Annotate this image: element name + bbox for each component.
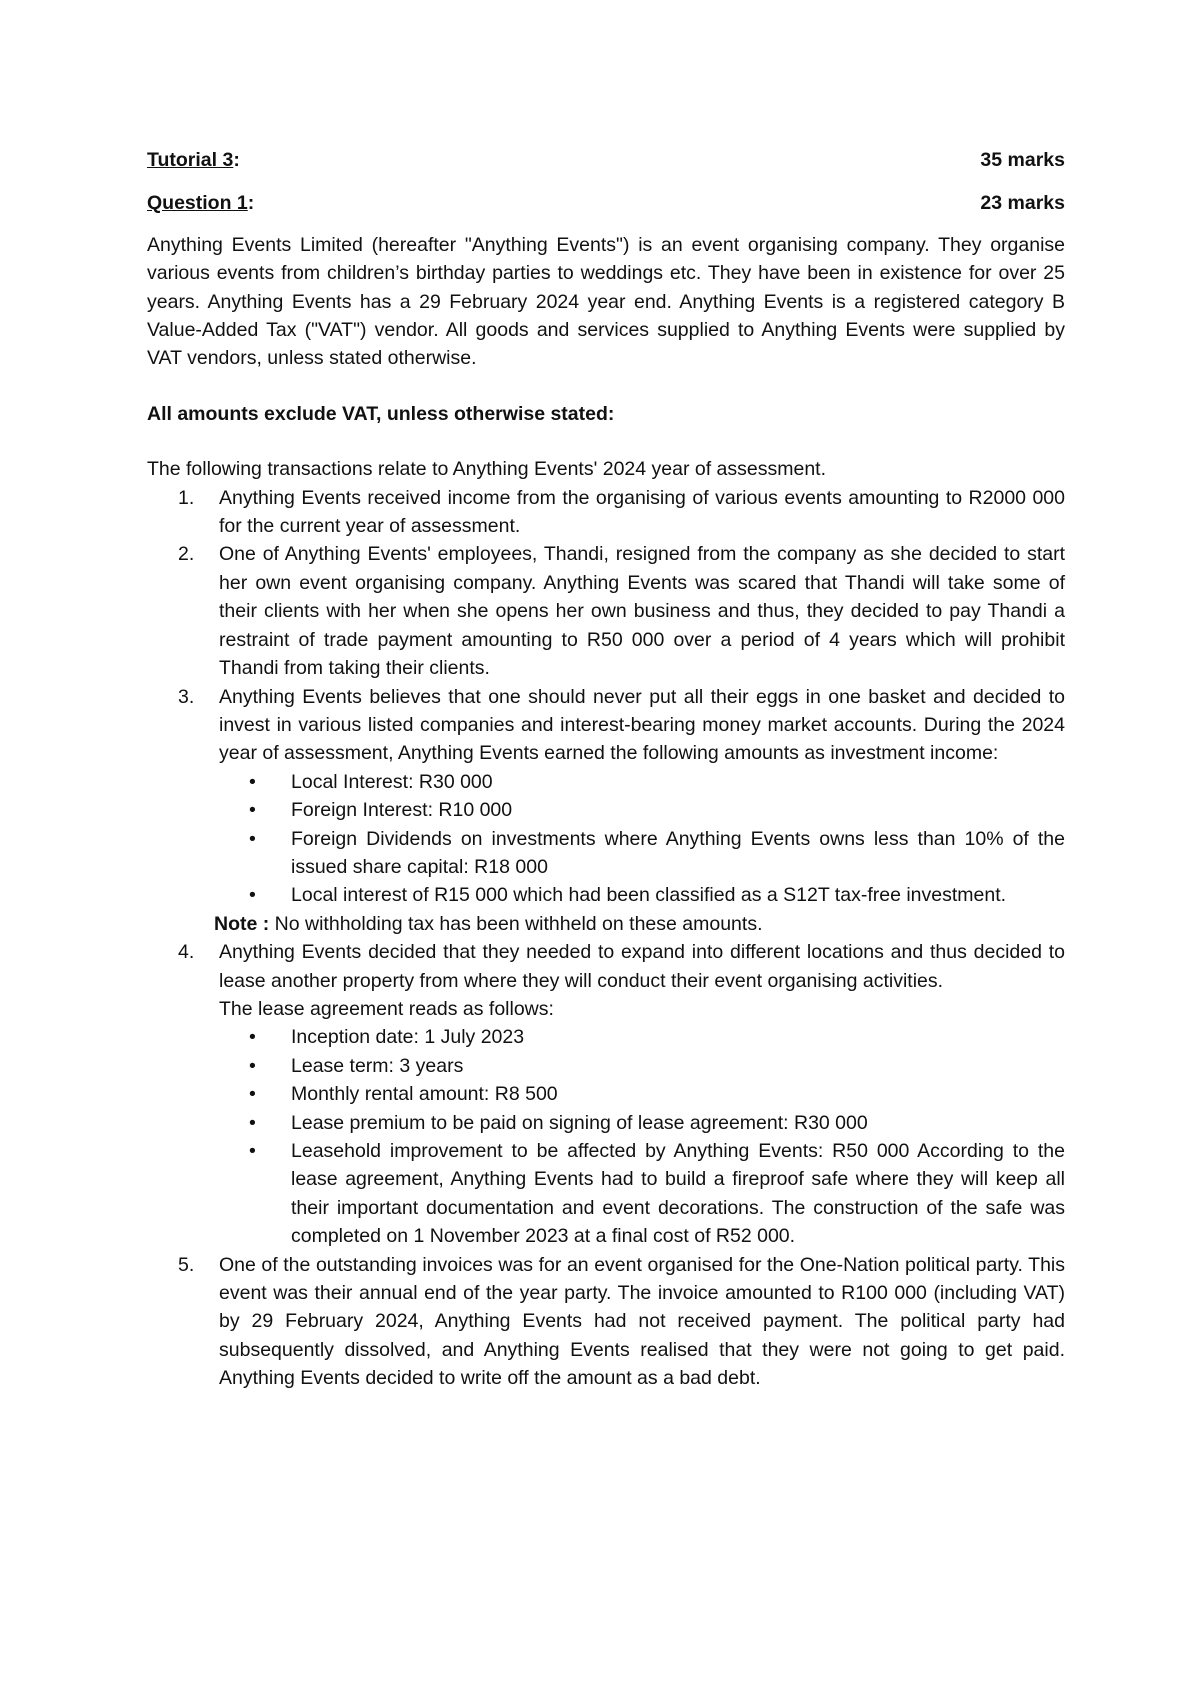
question-title: Question 1: <box>147 192 255 215</box>
item-text: Anything Events received income from the organising of various events amounting to R2000 000 for the current year of assessment. <box>219 486 1065 538</box>
investment-income-list <box>219 768 1065 910</box>
list-item <box>147 540 1065 682</box>
bullet-icon: • <box>249 799 256 822</box>
bullet-item: • Foreign Interest: R10 000 <box>218 796 1065 824</box>
list-item <box>147 1251 1065 1393</box>
tutorial-title: Tutorial 3: <box>147 149 240 171</box>
list-item <box>147 683 1065 939</box>
item-number: 5. <box>178 1253 195 1276</box>
item-number: 2. <box>178 543 195 566</box>
bullet-item: • Inception date: 1 July 2023 <box>218 1023 1065 1051</box>
item-text: Anything Events decided that they needed to expand into different locations and thus decided to lease another property from where they will conduct their event organising activities. <box>219 941 1065 992</box>
bullet-item: • Lease premium to be paid on signing of lease agreement: R30 000 <box>218 1109 1065 1137</box>
question-marks: 23 marks <box>980 192 1065 215</box>
item-number: 3. <box>178 685 195 708</box>
tutorial-marks: 35 marks <box>980 149 1065 171</box>
note-label: Note : <box>214 912 270 935</box>
bullet-icon: • <box>249 770 256 793</box>
bullet-item: • Foreign Dividends on investments where Anything Events owns less than 10% of the issued share capital: R18 000 <box>218 825 1065 882</box>
item-text: One of Anything Events' employees, Thandi, resigned from the company as she decided to start her own event organising company. Anything Events was scared that Thandi will take some of their clients with her when she opens her own business and thus, they decided to pay Thandi a restraint of trade payment amounting to R50 000 over a period of 4 years which will prohibit Thandi from taking their clients. <box>219 543 1065 680</box>
bullet-item: • Local interest of R15 000 which had been classified as a S12T tax-free investment. <box>218 881 1065 909</box>
question-header <box>147 189 1065 217</box>
list-item <box>147 484 1065 541</box>
transactions-lead: The following transactions relate to Anything Events' 2024 year of assessment. <box>147 458 827 481</box>
bullet-item: • Local Interest: R30 000 <box>218 768 1065 796</box>
bullet-icon: • <box>249 1026 256 1049</box>
item-text: One of the outstanding invoices was for an event organised for the One-Nation political party. This event was their annual end of the year party. The invoice amounted to R100 000 (including VAT) by 29 February 2024, Anything Events had not received payment. The political party had subsequently dissolved, and Anything Events realised that they were not going to get paid. Anything Events decided to write off the amount as a bad debt. <box>219 1253 1065 1390</box>
tutorial-header <box>147 146 1065 174</box>
vat-note: All amounts exclude VAT, unless otherwise stated: <box>147 402 615 425</box>
transactions-list <box>147 484 1065 1393</box>
withholding-note <box>214 910 1065 938</box>
item-number: 4. <box>178 941 195 964</box>
bullet-item: • Lease term: 3 years <box>218 1052 1065 1080</box>
lease-terms-list <box>219 1023 1065 1250</box>
bullet-icon: • <box>249 1054 256 1077</box>
note-text: No withholding tax has been withheld on these amounts. <box>269 912 763 935</box>
intro-paragraph: Anything Events Limited (hereafter "Anything Events") is an event organising company. They organise various events from children’s birthday parties to weddings etc. They have been in existence for over 25 years. Anything Events has a 29 February 2024 year end. Anything Events is a registered category B Value-Added Tax ("VAT") vendor. All goods and services supplied to Anything Events were supplied by VAT vendors, unless stated otherwise. <box>147 233 1065 370</box>
list-item <box>147 938 1065 1250</box>
item-number: 1. <box>178 486 195 509</box>
bullet-item: • Monthly rental amount: R8 500 <box>218 1080 1065 1108</box>
item-text: Anything Events believes that one should never put all their eggs in one basket and decided to invest in various listed companies and interest-bearing money market accounts. During the 2024 year of assessment, Anything Events earned the following amounts as investment income: <box>219 685 1065 765</box>
document-page <box>147 146 1065 1393</box>
bullet-icon: • <box>249 1140 256 1162</box>
bullet-icon: • <box>249 1083 256 1106</box>
bullet-icon: • <box>249 884 256 907</box>
lease-lead: The lease agreement reads as follows: <box>219 997 554 1020</box>
bullet-icon: • <box>249 827 256 850</box>
bullet-item: • Leasehold improvement to be affected by Anything Events: R50 000 According to the lease agreement, Anything Events had to build a fireproof safe where they will keep all their important documentation and event decorations. The construction of the safe was completed on 1 November 2023 at a final cost of R52 000. <box>218 1137 1065 1251</box>
bullet-icon: • <box>249 1111 256 1134</box>
